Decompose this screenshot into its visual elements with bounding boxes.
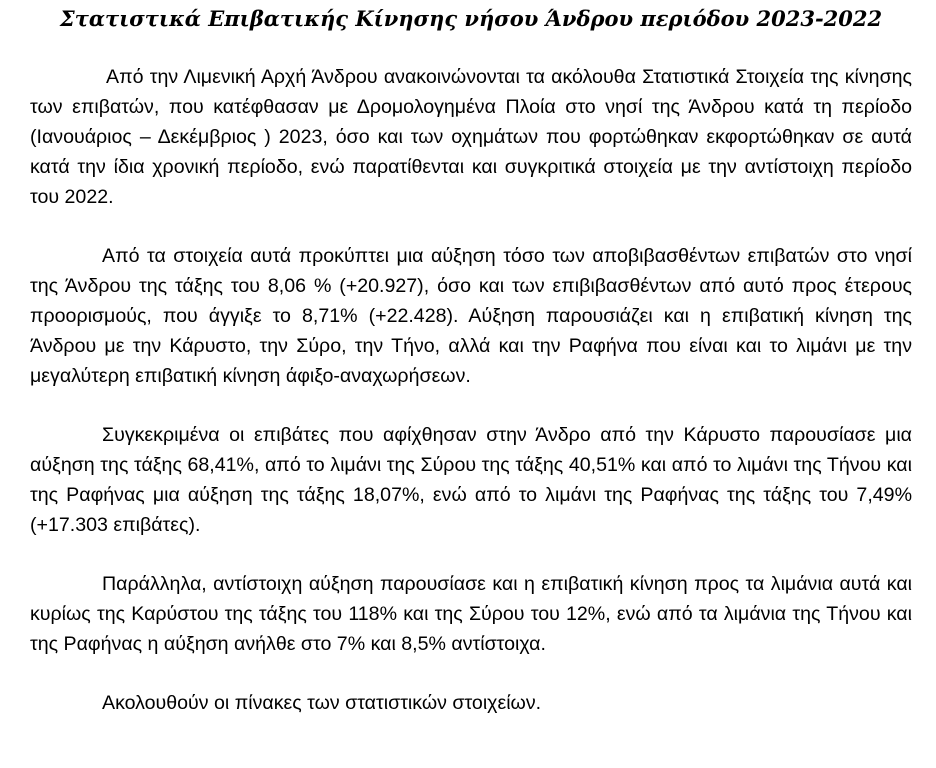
paragraph-intro: Από την Λιμενική Αρχή Άνδρου ανακοινώνονται τα ακόλουθα Στατιστικά Στοιχεία της κίνησης των επιβατών, που κατέφθασαν με Δρομολογημένα Πλοία στο νησί της Άνδρου κατά τη περίοδο (Ιανουάριος – Δεκέμβριος ) 2023, όσο και των οχημάτων που φορτώθηκαν εκφορτώθηκαν σε αυτά κατά την ίδια χρονική περίοδο, ενώ παρατίθενται και συγκριτικά στοιχεία με την αντίστοιχη περίοδο του 2022. (30, 66, 912, 208)
document-page (30, 4, 912, 718)
paragraph-passenger-increase: Από τα στοιχεία αυτά προκύπτει μια αύξηση τόσο των αποβιβασθέντων επιβατών στο νησί της Άνδρου της τάξης του 8,06 % (+20.927), όσο και των επιβιβασθέντων από αυτό προς έτερους προορισμούς, που άγγιξε το 8,71% (+22.428). Αύξηση παρουσιάζει και η επιβατική κίνηση της Άνδρου με την Κάρυστο, την Σύρο, την Τήνο, αλλά και την Ραφήνα που είναι και το λιμάνι με την μεγαλύτερη επιβατική κίνηση άφιξο-αναχωρήσεων. (30, 245, 912, 387)
paragraph-tables-follow: Ακολουθούν οι πίνακες των στατιστικών στοιχείων. (102, 692, 542, 714)
document-title: Στατιστικά Επιβατικής Κίνησης νήσου Άνδρου περιόδου 2023-2022 (59, 6, 883, 31)
paragraph-arrivals-by-port: Συγκεκριμένα οι επιβάτες που αφίχθησαν στην Άνδρο από την Κάρυστο παρουσίασε μια αύξηση της τάξης 68,41%, από το λιμάνι της Σύρου της τάξης 40,51% και από το λιμάνι της Τήνου και της Ραφήνας μια αύξηση της τάξης 18,07%, ενώ από το λιμάνι της Ραφήνας της τάξης του 7,49% (+17.303 επιβάτες). (30, 424, 912, 536)
paragraph-departures-by-port: Παράλληλα, αντίστοιχη αύξηση παρουσίασε και η επιβατική κίνηση προς τα λιμάνια αυτά και κυρίως της Καρύστου της τάξης του 118% και της Σύρου του 12%, ενώ από τα λιμάνια της Τήνου και της Ραφήνας η αύξηση ανήλθε στο 7% και 8,5% αντίστοιχα. (30, 573, 912, 655)
